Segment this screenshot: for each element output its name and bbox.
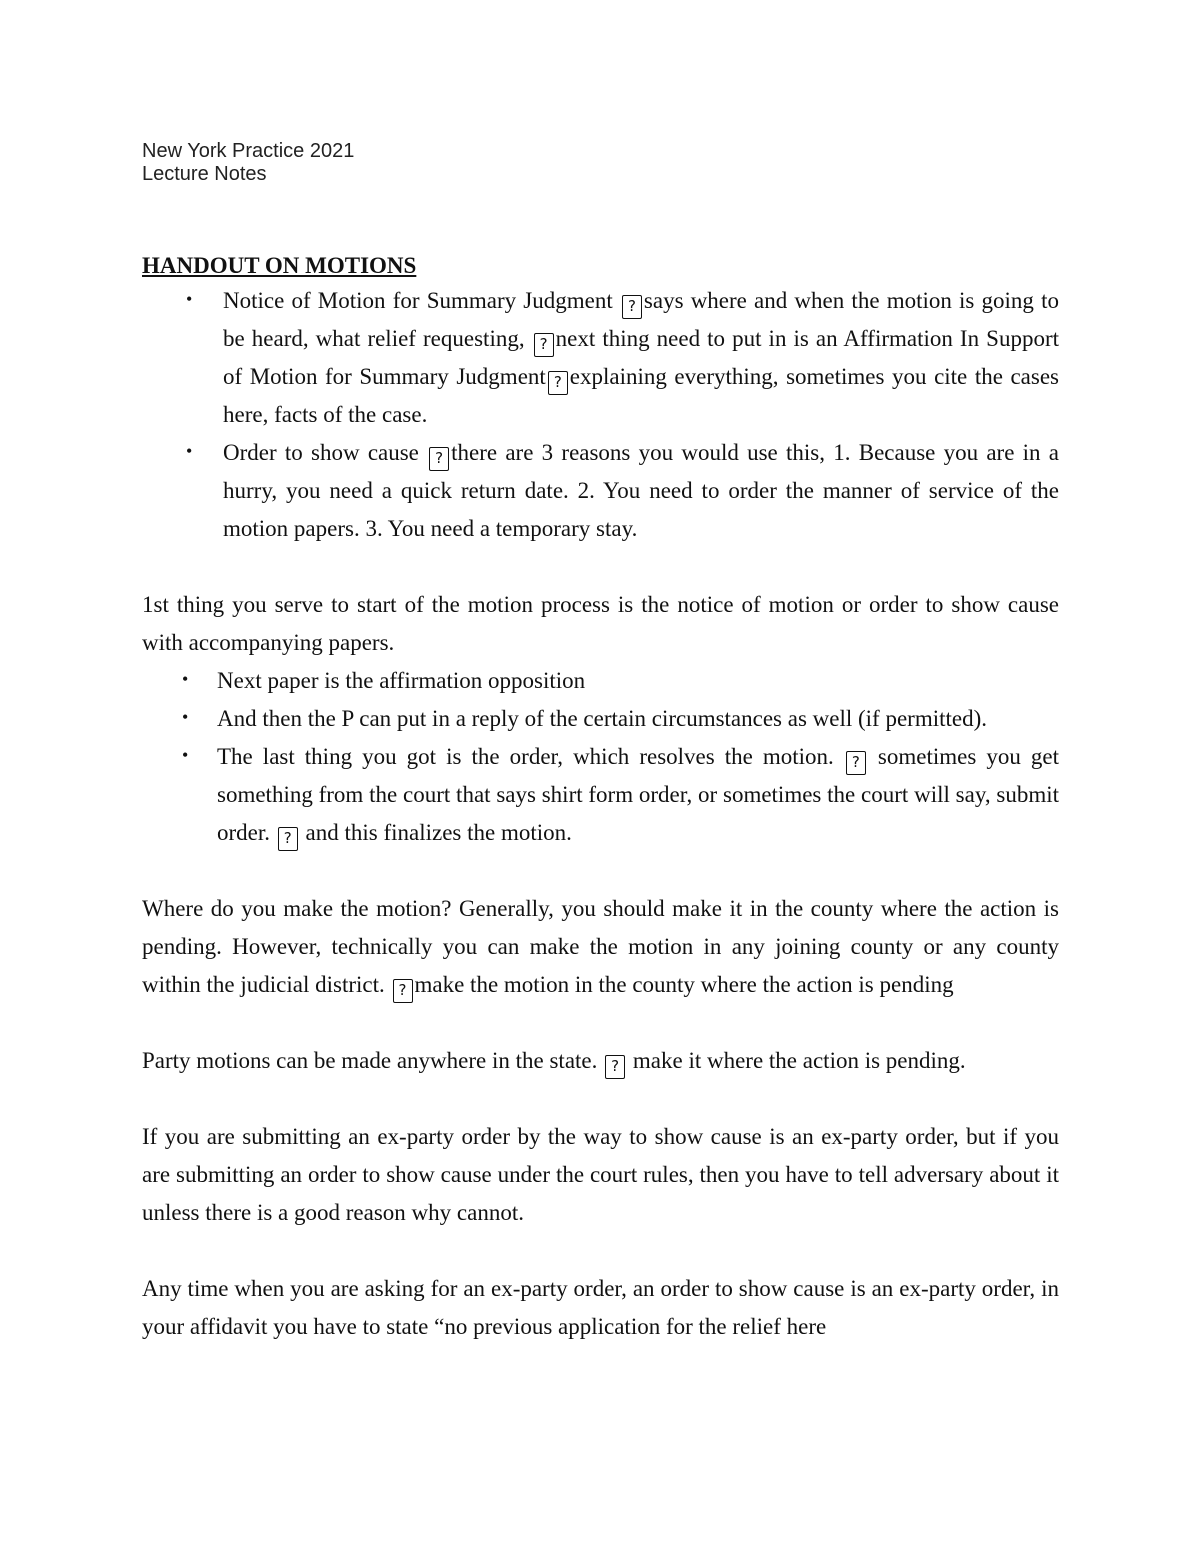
paragraph-affidavit: Any time when you are asking for an ex-party order, an order to show cause is an ex-party order, in your affidavit you have to state “no previous application for the relief here (142, 1276, 1059, 1339)
bullet-icon: • (182, 669, 189, 689)
paragraph-where-to-make-motion: Where do you make the motion? Generally, you should make it in the county where the action is pending. However, technically you can make the motion in any joining county or any county within the judicial district. ? make the motion in the county where the action is pending (142, 890, 1059, 1004)
bullet-icon: • (182, 745, 189, 765)
motion-steps-list (142, 662, 1059, 852)
missing-glyph-icon: ? (393, 979, 413, 1003)
course-subtitle: Lecture Notes (142, 163, 267, 185)
paragraph-ex-party-order: If you are submitting an ex-party order by the way to show cause is an ex-party order, but if you are submitting an order to show cause under the court rules, then you have to tell adversary about it unless there is a good reason why cannot. (142, 1124, 1059, 1225)
document-body (142, 250, 1059, 1346)
list-item-affirmation-opposition: • Next paper is the affirmation opposition (142, 662, 1059, 700)
list-item-notice-of-motion: • Notice of Motion for Summary Judgment ? says where and when the motion is going to be heard, what relief requesting, ? next thing need to put in is an Affirmation In Support of Motion for Summary Judgment ? explaining everything, sometimes you cite the cases here, facts of the case. (142, 282, 1059, 434)
list-item-order: • The last thing you got is the order, which resolves the motion. ? sometimes you get something from the court that says shirt form order, or sometimes the court will say, submit order. ? and this finalizes the motion. (142, 738, 1059, 852)
missing-glyph-icon: ? (605, 1055, 625, 1079)
paragraph-motion-process: 1st thing you serve to start of the motion process is the notice of motion or order to show cause with accompanying papers. (142, 592, 1059, 655)
missing-glyph-icon: ? (622, 295, 642, 319)
bullet-icon: • (186, 289, 193, 309)
motion-papers-list (142, 282, 1059, 548)
missing-glyph-icon: ? (278, 827, 298, 851)
handout-title: HANDOUT ON MOTIONS (142, 253, 417, 278)
bullet-icon: • (186, 441, 193, 461)
list-item-reply: • And then the P can put in a reply of the certain circumstances as well (if permitted). (142, 700, 1059, 738)
paragraph-party-motions: Party motions can be made anywhere in the state. ? make it where the action is pending. (142, 1042, 1059, 1080)
list-item-order-to-show-cause: • Order to show cause ? there are 3 reasons you would use this, 1. Because you are in a hurry, you need a quick return date. 2. You need to order the manner of service of the motion papers. 3. You need a temporary stay. (142, 434, 1059, 548)
missing-glyph-icon: ? (548, 371, 568, 395)
course-title: New York Practice 2021 (142, 140, 355, 162)
missing-glyph-icon: ? (534, 333, 554, 357)
document-header (142, 140, 354, 186)
missing-glyph-icon: ? (846, 751, 866, 775)
bullet-icon: • (182, 707, 189, 727)
missing-glyph-icon: ? (429, 447, 449, 471)
